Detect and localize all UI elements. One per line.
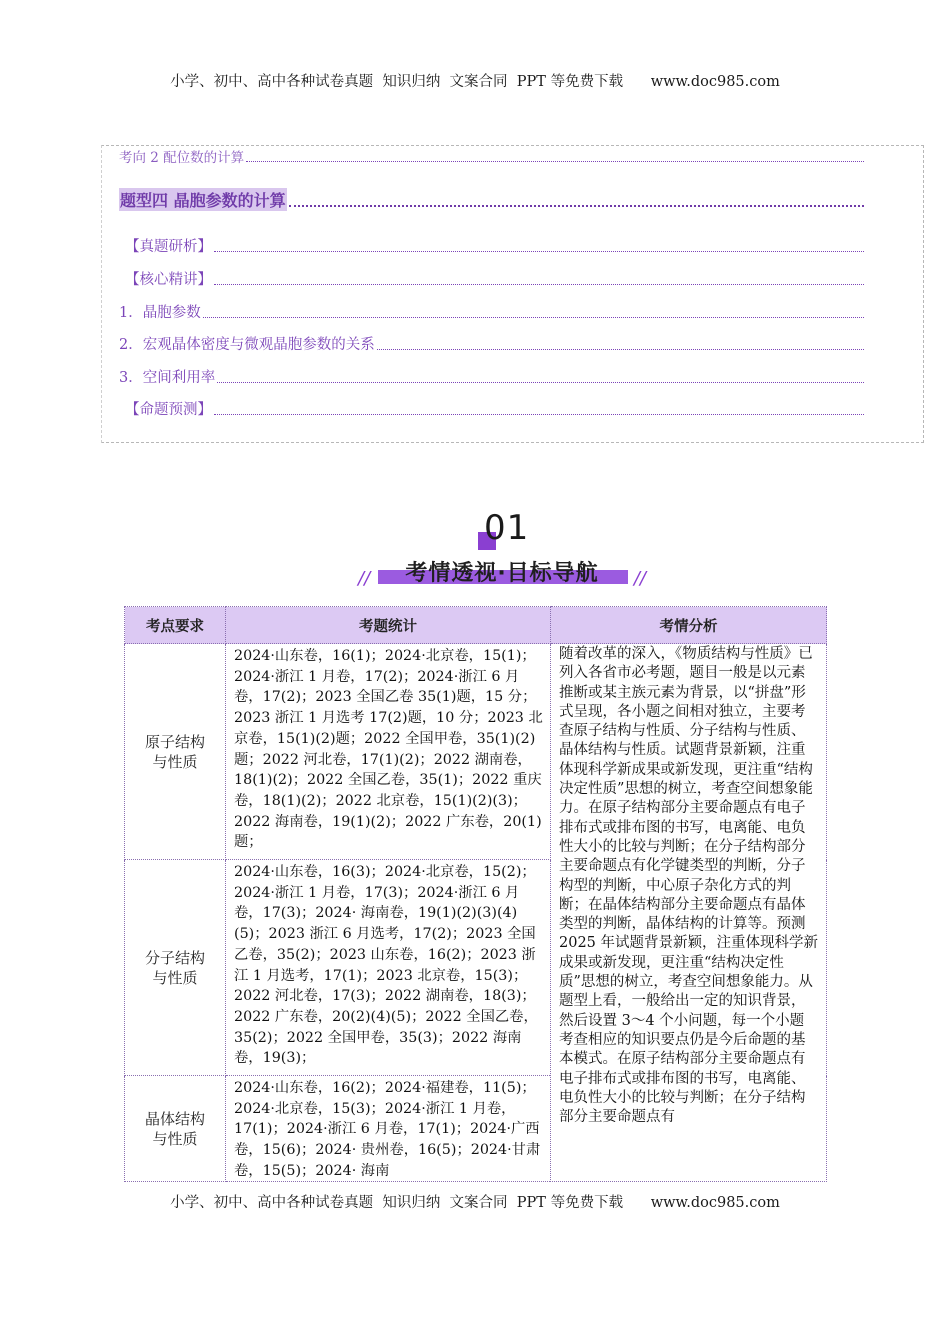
page-header: 小学、初中、高中各种试卷真题 知识归纳 文案合同 PPT 等免费下载 www.doc985.com xyxy=(170,74,780,90)
toc-item-label: 3．空间利用率 xyxy=(119,370,216,386)
stats-cell xyxy=(226,644,551,860)
toc-item-label: 【真题研析】 xyxy=(125,239,212,255)
topic-text: 晶体结构与性质 xyxy=(144,1109,205,1148)
topic-cell xyxy=(125,860,226,1076)
stats-cell xyxy=(226,1076,551,1182)
toc-leader-dots xyxy=(217,381,864,383)
toc-leader-dots xyxy=(246,160,864,162)
toc-item-label: 考向 2 配位数的计算 xyxy=(119,150,245,166)
toc-item[interactable] xyxy=(119,301,864,322)
topic-text: 分子结构与性质 xyxy=(144,948,205,987)
toc-leader-dots xyxy=(214,283,864,285)
toc-leader-dots xyxy=(377,348,864,350)
stats-text: 2024·山东卷，16(1)；2024·北京卷，15(1)；2024·浙江 1 月卷，17(2)；2024·浙江 6 月卷，17(2)；2023 全国乙卷 35(1)题，15 分；2023 浙江 1 月选考 17(2)题，10 分；2023 北京卷，15(1)(2)题；2022 全国甲卷，35(1)(2)题；2022 河北卷，17(1)(2)；2022 湖南卷，18(1)(2)；2022 全国乙卷，35(1)；2022 重庆卷，18(1)(2)；2022 北京卷，15(1)(2)(3)；2022 海南卷，19(1)(2)；2022 广东卷，20(1)题； xyxy=(234,648,543,851)
analysis-cell xyxy=(551,644,827,1182)
toc-item-label: 1．晶胞参数 xyxy=(119,305,201,321)
column-header: 考题统计 xyxy=(226,607,551,644)
section-number xyxy=(478,508,530,554)
section-banner xyxy=(356,556,648,590)
column-header: 考点要求 xyxy=(125,607,226,644)
toc-item[interactable] xyxy=(119,235,864,256)
toc-item-label: 【核心精讲】 xyxy=(125,272,212,288)
toc-item[interactable] xyxy=(119,398,864,419)
section-number-text: 01 xyxy=(484,508,530,548)
toc-item-label: 2．宏观晶体密度与微观晶胞参数的关系 xyxy=(119,337,375,353)
toc-leader-dots xyxy=(214,250,864,252)
table-row xyxy=(125,644,827,860)
banner-slash-left: // xyxy=(358,568,371,589)
table-of-contents xyxy=(101,145,924,443)
section-title: 考情透视·目标导航 xyxy=(405,561,599,586)
stats-text: 2024·山东卷，16(2)；2024·福建卷，11(5)；2024·北京卷，15(3)；2024·浙江 1 月卷，17(1)；2024·浙江 6 月卷，17(1)；2024·广西卷，15(6)；2024· 贵州卷，16(5)；2024·甘肃卷，15(5)；2024· 海南 xyxy=(234,1080,541,1179)
toc-item[interactable] xyxy=(119,333,864,354)
toc-leader-dots xyxy=(214,413,864,415)
toc-item-label: 题型四 晶胞参数的计算 xyxy=(119,188,287,211)
stats-text: 2024·山东卷，16(3)；2024·北京卷，15(2)；2024·浙江 1 月卷，17(3)；2024·浙江 6 月卷，17(3)；2024· 海南卷，19(1)(2)(3)(4)(5)；2023 浙江 6 月选考，17(2)；2023 全国乙卷，35(2)；2023 山东卷，16(2)；2023 浙江 1 月选考，17(1)；2023 北京卷，15(3)；2022 河北卷，17(3)；2022 湖南卷，18(3)；2022 广东卷，20(2)(4)(5)；2022 全国乙卷，35(2)；2022 全国甲卷，35(3)；2022 海南卷，19(3)； xyxy=(234,864,538,1067)
exam-analysis-table xyxy=(124,606,827,1182)
toc-leader-dots xyxy=(203,316,864,318)
topic-text: 原子结构与性质 xyxy=(144,732,205,771)
analysis-text: 随着改革的深入，《物质结构与性质》已列入各省市必考题，题目一般是以元素推断或某主族元素为背景，以“拼盘”形式呈现，各小题之间相对独立，主要考查原子结构与性质、分子结构与性质、晶体结构与性质。试题背景新颖，注重体现科学新成果或新发现，更注重“结构决定性质”思想的树立，考查空间想象能力。在原子结构部分主要命题点有电子排布式或排布图的书写，电离能、电负性大小的比较与判断；在分子结构部分主要命题点有化学键类型的判断，分子构型的判断，中心原子杂化方式的判断；在晶体结构部分主要命题点有晶体类型的判断，晶体结构的计算等。预测 2025 年试题背景新颖，注重体现科学新成果或新发现，更注重“结构决定性质”思想的树立，考查空间想象能力。从题型上看，一般给出一定的知识背景，然后设置 3～4 个小问题，每一个小题考查相应的知识要点仍是今后命题的基本模式。在原子结构部分主要命题点有电子排布式或排布图的书写，电离能、电负性大小的比较与判断；在分子结构部分主要命题点有 xyxy=(559,646,818,1126)
topic-cell xyxy=(125,644,226,860)
toc-item-label: 【命题预测】 xyxy=(125,402,212,418)
toc-item[interactable] xyxy=(119,188,864,211)
topic-cell xyxy=(125,1076,226,1182)
banner-slash-right: // xyxy=(633,568,646,589)
toc-item[interactable] xyxy=(119,268,864,289)
toc-item[interactable] xyxy=(119,146,864,166)
column-header: 考情分析 xyxy=(551,607,827,644)
toc-item[interactable] xyxy=(119,366,864,387)
stats-cell xyxy=(226,860,551,1076)
page-footer: 小学、初中、高中各种试卷真题 知识归纳 文案合同 PPT 等免费下载 www.doc985.com xyxy=(170,1195,780,1211)
toc-leader-dots xyxy=(289,204,864,207)
table-header-row xyxy=(125,607,827,644)
